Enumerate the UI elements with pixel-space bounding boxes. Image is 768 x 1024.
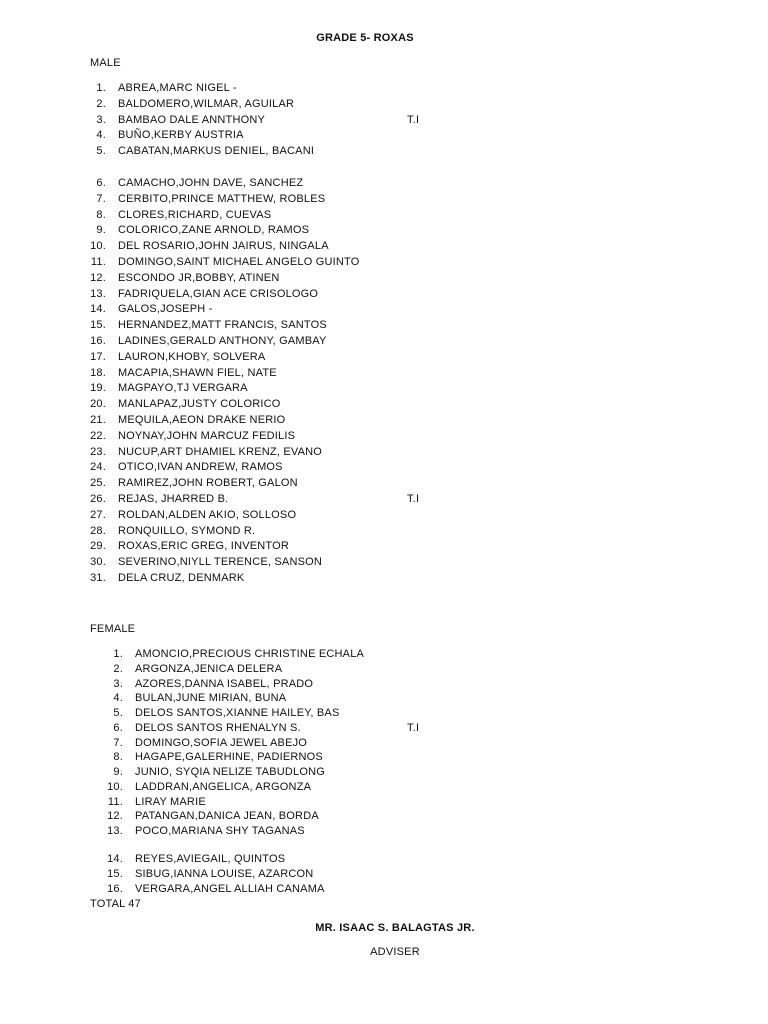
student-number: 16. [90,335,106,347]
student-number: 28. [90,525,106,537]
student-number: 17. [90,351,106,363]
student-name: OTICO,IVAN ANDREW, RAMOS [118,461,283,473]
total-count: TOTAL 47 [90,898,141,910]
female-heading: FEMALE [90,623,136,635]
student-number: 27. [90,509,106,521]
student-name: REJAS, JHARRED B. [118,493,229,505]
student-number: 9. [113,766,123,778]
student-number: 18. [90,367,106,379]
student-number: 2. [96,98,106,110]
student-name: AZORES,DANNA ISABEL, PRADO [135,678,314,690]
student-name: ROLDAN,ALDEN AKIO, SOLLOSO [118,509,297,521]
student-number: 15. [107,868,123,880]
student-number: 8. [113,751,123,763]
student-number: 10. [90,240,106,252]
student-number: 5. [96,145,106,157]
student-number: 9. [96,224,106,236]
student-name: SEVERINO,NIYLL TERENCE, SANSON [118,556,323,568]
student-number: 5. [113,707,123,719]
student-number: 24. [90,461,106,473]
student-number: 16. [107,883,123,895]
student-number: 14. [107,853,123,865]
student-number: 3. [113,678,123,690]
student-name: SIBUG,IANNA LOUISE, AZARCON [135,868,314,880]
student-name: MAGPAYO,TJ VERGARA [118,382,248,394]
male-heading: MALE [90,57,121,69]
student-name: HAGAPE,GALERHINE, PADIERNOS [135,751,323,763]
student-number: 23. [90,446,106,458]
student-number: 25. [90,477,106,489]
student-number: 14. [90,303,106,315]
student-name: ARGONZA,JENICA DELERA [135,663,283,675]
student-name: RONQUILLO, SYMOND R. [118,525,256,537]
student-name: HERNANDEZ,MATT FRANCIS, SANTOS [118,319,327,331]
student-name: MEQUILA,AEON DRAKE NERIO [118,414,286,426]
student-name: POCO,MARIANA SHY TAGANAS [135,825,305,837]
student-number: 21. [90,414,106,426]
adviser-label: ADVISER [370,946,420,958]
student-name: LAURON,KHOBY, SOLVERA [118,351,266,363]
student-name: RAMIREZ,JOHN ROBERT, GALON [118,477,298,489]
student-number: 30. [90,556,106,568]
student-number: 13. [90,288,106,300]
student-name: CABATAN,MARKUS DENIEL, BACANI [118,145,315,157]
student-number: 15. [90,319,106,331]
student-name: BUÑO,KERBY AUSTRIA [118,129,244,141]
student-name: LADINES,GERALD ANTHONY, GAMBAY [118,335,327,347]
student-number: 6. [113,722,123,734]
student-number: 4. [113,692,123,704]
student-number: 12. [107,810,123,822]
adviser-name: MR. ISAAC S. BALAGTAS JR. [315,922,475,934]
student-name: VERGARA,ANGEL ALLIAH CANAMA [135,883,325,895]
student-name: DELOS SANTOS RHENALYN S. [135,722,301,734]
student-number: 26. [90,493,106,505]
student-name: BULAN,JUNE MIRIAN, BUNA [135,692,287,704]
student-name: MACAPIA,SHAWN FIEL, NATE [118,367,277,379]
student-name: BAMBAO DALE ANNTHONY [118,114,266,126]
page-title: GRADE 5- ROXAS [316,32,414,44]
student-number: 22. [90,430,106,442]
student-number: 20. [90,398,106,410]
student-name: ABREA,MARC NIGEL - [118,82,237,94]
student-note: T.I [407,493,420,505]
student-number: 3. [96,114,106,126]
student-name: PATANGAN,DANICA JEAN, BORDA [135,810,319,822]
student-number: 11. [90,256,106,268]
student-name: JUNIO, SYQIA NELIZE TABUDLONG [135,766,325,778]
student-name: DELA CRUZ, DENMARK [118,572,245,584]
student-number: 1. [96,82,106,94]
student-name: ROXAS,ERIC GREG, INVENTOR [118,540,290,552]
student-name: AMONCIO,PRECIOUS CHRISTINE ECHALA [135,648,365,660]
student-number: 19. [90,382,106,394]
student-name: CAMACHO,JOHN DAVE, SANCHEZ [118,177,304,189]
student-name: NOYNAY,JOHN MARCUZ FEDILIS [118,430,296,442]
student-name: COLORICO,ZANE ARNOLD, RAMOS [118,224,310,236]
student-number: 29. [90,540,106,552]
student-name: LIRAY MARIE [135,796,206,808]
student-number: 4. [96,129,106,141]
student-number: 11. [107,796,123,808]
student-number: 31. [90,572,106,584]
student-name: BALDOMERO,WILMAR, AGUILAR [118,98,295,110]
student-name: DEL ROSARIO,JOHN JAIRUS, NINGALA [118,240,329,252]
student-number: 8. [96,209,106,221]
student-number: 6. [96,177,106,189]
student-name: FADRIQUELA,GIAN ACE CRISOLOGO [118,288,319,300]
student-name: CERBITO,PRINCE MATTHEW, ROBLES [118,193,326,205]
student-number: 7. [113,737,123,749]
student-name: NUCUP,ART DHAMIEL KRENZ, EVANO [118,446,323,458]
student-name: ESCONDO JR,BOBBY, ATINEN [118,272,280,284]
student-number: 2. [113,663,123,675]
student-number: 1. [113,648,123,660]
student-name: CLORES,RICHARD, CUEVAS [118,209,272,221]
student-name: MANLAPAZ,JUSTY COLORICO [118,398,281,410]
student-note: T.I [407,114,420,126]
student-name: DOMINGO,SOFIA JEWEL ABEJO [135,737,308,749]
student-number: 13. [107,825,123,837]
student-name: DOMINGO,SAINT MICHAEL ANGELO GUINTO [118,256,360,268]
student-number: 7. [96,193,106,205]
student-note: T.I [407,722,420,734]
student-name: LADDRAN,ANGELICA, ARGONZA [135,781,312,793]
student-number: 10. [107,781,123,793]
student-name: DELOS SANTOS,XIANNE HAILEY, BAS [135,707,340,719]
student-name: GALOS,JOSEPH - [118,303,213,315]
student-name: REYES,AVIEGAIL, QUINTOS [135,853,286,865]
student-number: 12. [90,272,106,284]
